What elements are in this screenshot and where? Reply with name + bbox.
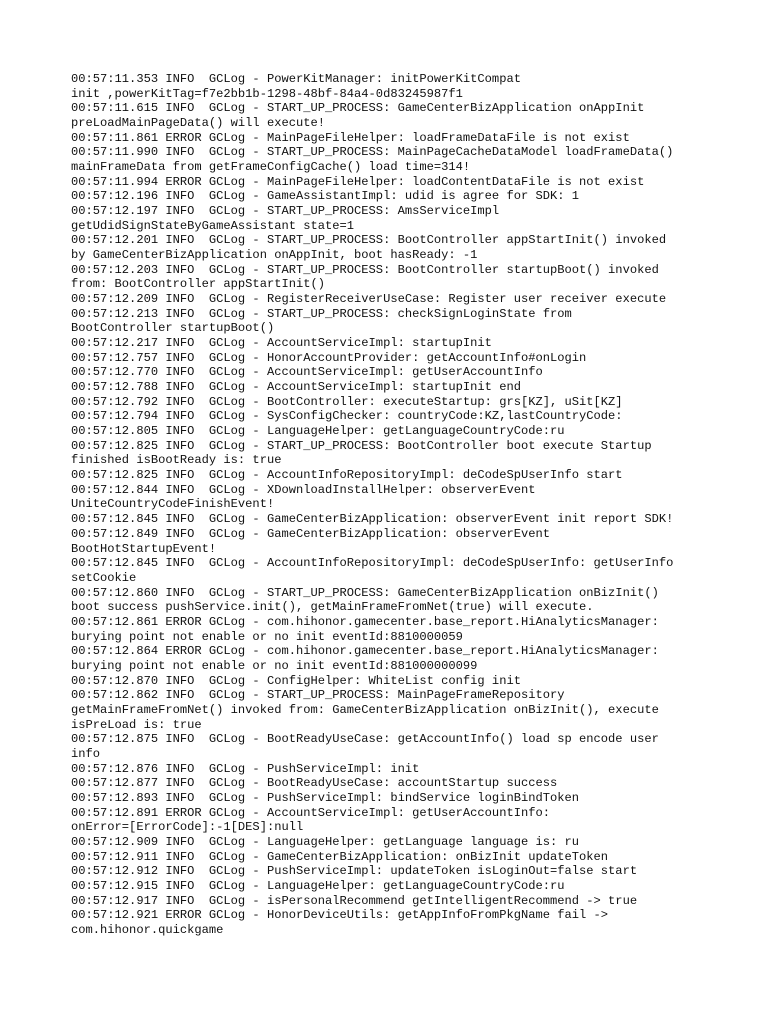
- log-line: 00:57:12.861 ERROR GCLog - com.hihonor.gamecenter.base_report.HiAnalyticsManager:: [71, 614, 659, 629]
- log-line: preLoadMainPageData() will execute!: [71, 116, 326, 131]
- log-line: 00:57:12.912 INFO GCLog - PushServiceImpl: updateToken isLoginOut=false start: [71, 864, 638, 879]
- log-line: 00:57:12.794 INFO GCLog - SysConfigChecker: countryCode:KZ,lastCountryCode:: [71, 409, 623, 424]
- log-document: [71, 72, 711, 938]
- log-line: 00:57:12.849 INFO GCLog - GameCenterBizApplication: observerEvent: [71, 526, 550, 541]
- log-line: BootHotStartupEvent!: [71, 541, 217, 556]
- log-line: 00:57:12.196 INFO GCLog - GameAssistantImpl: udid is agree for SDK: 1: [71, 189, 580, 204]
- log-line: init ,powerKitTag=f7e2bb1b-1298-48bf-84a4-0d83245987f1: [71, 86, 463, 101]
- log-line: 00:57:12.893 INFO GCLog - PushServiceImpl: bindService loginBindToken: [71, 790, 580, 805]
- log-line: burying point not enable or no init eventId:881000000099: [71, 658, 478, 673]
- log-line: getMainFrameFromNet() invoked from: GameCenterBizApplication onBizInit(), execute: [71, 702, 659, 717]
- log-line: 00:57:12.844 INFO GCLog - XDownloadInstallHelper: observerEvent: [71, 482, 536, 497]
- log-line: 00:57:12.915 INFO GCLog - LanguageHelper: getLanguageCountryCode:ru: [71, 878, 565, 893]
- log-line: by GameCenterBizApplication onAppInit, boot hasReady: -1: [71, 248, 478, 263]
- log-line: 00:57:11.994 ERROR GCLog - MainPageFileHelper: loadContentDataFile is not exist: [71, 174, 645, 189]
- log-line: 00:57:12.876 INFO GCLog - PushServiceImpl: init: [71, 761, 420, 776]
- log-line: BootController startupBoot(): [71, 321, 275, 336]
- log-line: setCookie: [71, 570, 137, 585]
- log-line: 00:57:12.862 INFO GCLog - START_UP_PROCESS: MainPageFrameRepository: [71, 688, 565, 703]
- log-line: 00:57:12.770 INFO GCLog - AccountServiceImpl: getUserAccountInfo: [71, 365, 543, 380]
- log-line: 00:57:11.353 INFO GCLog - PowerKitManager: initPowerKitCompat: [71, 72, 521, 86]
- log-line: boot success pushService.init(), getMainFrameFromNet(true) will execute.: [71, 600, 594, 615]
- log-line: 00:57:12.860 INFO GCLog - START_UP_PROCESS: GameCenterBizApplication onBizInit(): [71, 585, 659, 600]
- log-line: UniteCountryCodeFinishEvent!: [71, 497, 275, 512]
- log-line: 00:57:12.845 INFO GCLog - GameCenterBizApplication: observerEvent init report SDK!: [71, 512, 674, 527]
- log-line: 00:57:12.825 INFO GCLog - AccountInfoRepositoryImpl: deCodeSpUserInfo start: [71, 468, 623, 483]
- log-line: info: [71, 746, 101, 761]
- log-line: 00:57:12.870 INFO GCLog - ConfigHelper: WhiteList config init: [71, 673, 521, 688]
- log-line: 00:57:12.203 INFO GCLog - START_UP_PROCESS: BootController startupBoot() invoked: [71, 262, 659, 277]
- log-line: 00:57:12.864 ERROR GCLog - com.hihonor.gamecenter.base_report.HiAnalyticsManager:: [71, 644, 659, 659]
- log-line: com.hihonor.quickgame: [71, 922, 224, 937]
- log-line: 00:57:12.877 INFO GCLog - BootReadyUseCase: accountStartup success: [71, 776, 558, 791]
- log-line: 00:57:12.792 INFO GCLog - BootController: executeStartup: grs[KZ], uSit[KZ]: [71, 394, 623, 409]
- log-line: 00:57:11.990 INFO GCLog - START_UP_PROCESS: MainPageCacheDataModel loadFrameData(): [71, 145, 674, 160]
- log-line: 00:57:12.217 INFO GCLog - AccountServiceImpl: startupInit: [71, 336, 492, 351]
- log-line: 00:57:12.757 INFO GCLog - HonorAccountProvider: getAccountInfo#onLogin: [71, 350, 587, 365]
- log-line: 00:57:12.911 INFO GCLog - GameCenterBizApplication: onBizInit updateToken: [71, 849, 609, 864]
- log-line: finished isBootReady is: true: [71, 453, 282, 468]
- log-line: 00:57:12.825 INFO GCLog - START_UP_PROCESS: BootController boot execute Startup: [71, 438, 652, 453]
- log-line: 00:57:12.209 INFO GCLog - RegisterReceiverUseCase: Register user receiver execute: [71, 292, 667, 307]
- log-line: 00:57:12.213 INFO GCLog - START_UP_PROCESS: checkSignLoginState from: [71, 306, 572, 321]
- log-line: from: BootController appStartInit(): [71, 277, 326, 292]
- log-line: 00:57:12.917 INFO GCLog - isPersonalRecommend getIntelligentRecommend -> true: [71, 893, 638, 908]
- log-line: mainFrameData from getFrameConfigCache() load time=314!: [71, 160, 471, 175]
- log-line: 00:57:12.845 INFO GCLog - AccountInfoRepositoryImpl: deCodeSpUserInfo: getUserInfo: [71, 556, 674, 571]
- log-line: 00:57:12.788 INFO GCLog - AccountServiceImpl: startupInit end: [71, 380, 521, 395]
- log-line: onError=[ErrorCode]:-1[DES]:null: [71, 820, 304, 835]
- log-line: 00:57:12.875 INFO GCLog - BootReadyUseCase: getAccountInfo() load sp encode user: [71, 732, 659, 747]
- log-line: 00:57:12.909 INFO GCLog - LanguageHelper: getLanguage language is: ru: [71, 834, 580, 849]
- log-line: 00:57:12.805 INFO GCLog - LanguageHelper: getLanguageCountryCode:ru: [71, 424, 565, 439]
- log-line: isPreLoad is: true: [71, 717, 202, 732]
- log-line: getUdidSignStateByGameAssistant state=1: [71, 218, 355, 233]
- log-line: 00:57:12.197 INFO GCLog - START_UP_PROCESS: AmsServiceImpl: [71, 204, 500, 219]
- log-line: burying point not enable or no init eventId:8810000059: [71, 629, 463, 644]
- log-line: 00:57:11.615 INFO GCLog - START_UP_PROCESS: GameCenterBizApplication onAppInit: [71, 101, 645, 116]
- log-line: 00:57:11.861 ERROR GCLog - MainPageFileHelper: loadFrameDataFile is not exist: [71, 130, 630, 145]
- log-line: 00:57:12.891 ERROR GCLog - AccountServiceImpl: getUserAccountInfo:: [71, 805, 550, 820]
- log-line: 00:57:12.201 INFO GCLog - START_UP_PROCESS: BootController appStartInit() invoked: [71, 233, 667, 248]
- log-line: 00:57:12.921 ERROR GCLog - HonorDeviceUtils: getAppInfoFromPkgName fail ->: [71, 908, 609, 923]
